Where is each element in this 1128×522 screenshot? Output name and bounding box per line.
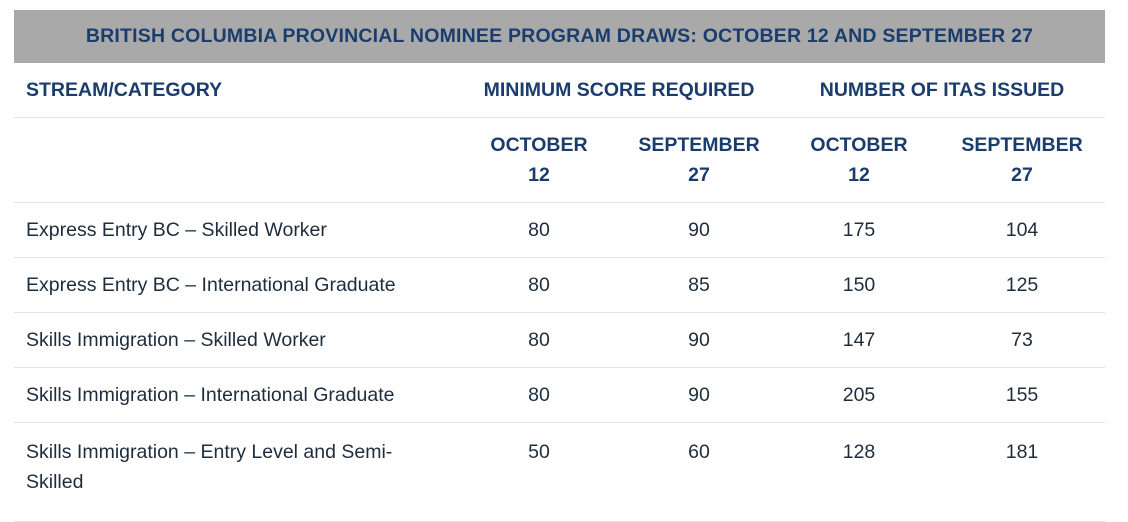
subheader-empty xyxy=(14,118,459,203)
row-ita-october: 175 xyxy=(779,203,939,258)
table-row xyxy=(14,423,1105,522)
row-ita-september: 181 xyxy=(939,423,1105,522)
row-ita-october: 205 xyxy=(779,368,939,423)
row-ita-september: 73 xyxy=(939,313,1105,368)
row-min-september: 90 xyxy=(619,313,779,368)
row-stream-name: Express Entry BC – Skilled Worker xyxy=(14,203,459,258)
header-number-of-itas: NUMBER OF ITAS ISSUED xyxy=(779,63,1105,118)
table-title-bar xyxy=(14,10,1105,63)
table-row xyxy=(14,203,1105,258)
draws-table xyxy=(14,63,1105,522)
pnp-draws-table-container xyxy=(14,10,1105,522)
table-row xyxy=(14,368,1105,423)
row-stream-name: Skills Immigration – Skilled Worker xyxy=(14,313,459,368)
row-min-september: 85 xyxy=(619,258,779,313)
subheader-ita-september: SEPTEMBER 27 xyxy=(939,118,1105,203)
row-ita-september: 104 xyxy=(939,203,1105,258)
row-ita-october: 147 xyxy=(779,313,939,368)
row-min-september: 90 xyxy=(619,368,779,423)
row-min-october: 80 xyxy=(459,313,619,368)
row-min-october: 80 xyxy=(459,258,619,313)
row-min-october: 80 xyxy=(459,203,619,258)
subheader-min-october: OCTOBER 12 xyxy=(459,118,619,203)
row-min-september: 60 xyxy=(619,423,779,522)
row-ita-september: 125 xyxy=(939,258,1105,313)
subheader-ita-october: OCTOBER 12 xyxy=(779,118,939,203)
header-stream-category: STREAM/CATEGORY xyxy=(14,63,459,118)
table-row xyxy=(14,258,1105,313)
subheader-min-september: SEPTEMBER 27 xyxy=(619,118,779,203)
row-min-october: 50 xyxy=(459,423,619,522)
row-stream-name: Express Entry BC – International Graduate xyxy=(14,258,459,313)
row-min-october: 80 xyxy=(459,368,619,423)
table-title: BRITISH COLUMBIA PROVINCIAL NOMINEE PROGRAM DRAWS: OCTOBER 12 AND SEPTEMBER 27 xyxy=(85,25,1034,47)
table-row xyxy=(14,313,1105,368)
row-ita-october: 150 xyxy=(779,258,939,313)
row-ita-october: 128 xyxy=(779,423,939,522)
header-minimum-score: MINIMUM SCORE REQUIRED xyxy=(459,63,779,118)
row-min-september: 90 xyxy=(619,203,779,258)
subheader-row xyxy=(14,118,1105,203)
row-stream-name: Skills Immigration – Entry Level and Semi-Skilled xyxy=(14,423,459,522)
row-stream-name: Skills Immigration – International Graduate xyxy=(14,368,459,423)
row-ita-september: 155 xyxy=(939,368,1105,423)
header-row xyxy=(14,63,1105,118)
